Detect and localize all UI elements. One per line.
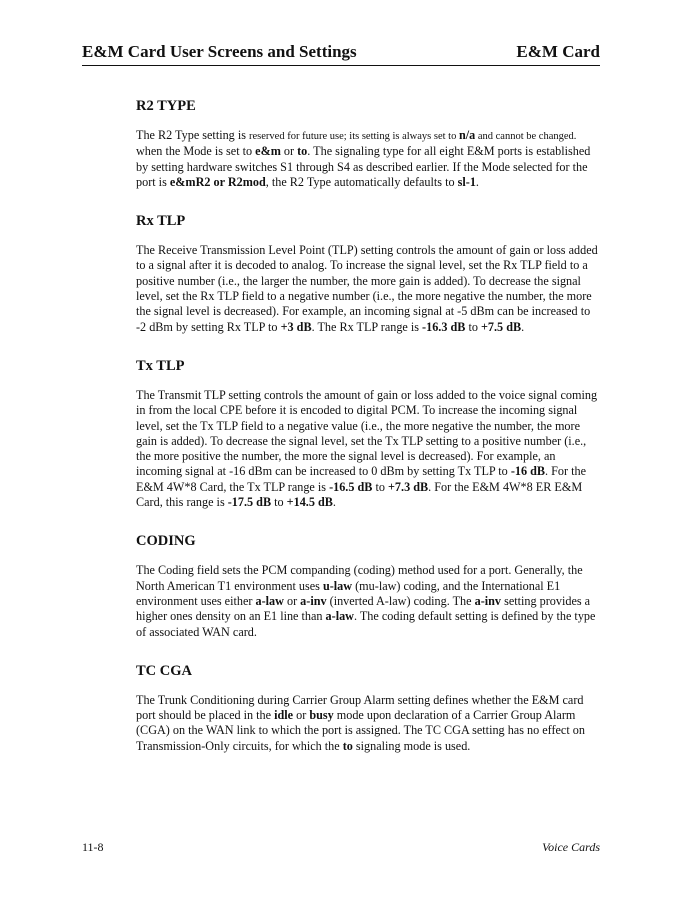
section-coding [136, 532, 599, 639]
section-tx-tlp [136, 357, 599, 510]
text: to [465, 319, 481, 334]
value: idle [274, 708, 294, 723]
value: -16 dB [510, 464, 546, 479]
section-rx-tlp [136, 212, 599, 335]
text: setting provides a higher ones density on an E1 line than [136, 593, 591, 624]
text: to [372, 479, 388, 494]
value: -16.3 dB [422, 319, 466, 334]
text: . For the E&M 4W*8 ER E&M Card, this range is [136, 479, 583, 510]
value-em: e&m [255, 144, 281, 159]
text: signaling mode is used. [352, 738, 471, 753]
text: and cannot be changed. [475, 131, 577, 142]
text: . [521, 319, 525, 334]
page-content [136, 97, 599, 776]
text: . The Rx TLP range is [311, 319, 423, 334]
value: +14.5 dB [286, 495, 333, 510]
value: to [342, 738, 353, 753]
value: a-law [255, 593, 284, 608]
section-body [136, 693, 599, 754]
text: (inverted A-law) coding. The [326, 593, 475, 608]
value: +7.5 dB [480, 319, 522, 334]
text: The Coding field sets the PCM companding (coding) method used for a port. Generally, the North American T1 environment uses [136, 563, 583, 593]
text: The Transmit TLP setting controls the amount of gain or loss added to the voice signal coming in from the local CPE before it is encoded to digital PCM. To increase the incoming signal level, set the Tx TLP field to a negative value (i.e., the more negative the number, the more gain is added). To decrease the signal level, set the Tx TLP setting to a positive number (i.e., the more positive the number, the more the signal level is decreased). For example, an incoming signal at -16 dBm can be increased to 0 dBm by setting Tx TLP to [136, 387, 598, 479]
header-title: E&M Card User Screens and Settings [82, 42, 357, 61]
value: a-inv [474, 593, 502, 608]
section-body [136, 243, 599, 335]
section-tc-cga [136, 662, 599, 754]
value: +7.3 dB [387, 479, 429, 494]
value: u-law [322, 578, 353, 593]
value: -17.5 dB [227, 495, 272, 510]
page-number: 11-8 [82, 840, 104, 854]
text: . The coding default setting is defined by the type of associated WAN card. [136, 609, 596, 639]
section-title: CODING [136, 533, 196, 550]
value: +3 dB [280, 319, 312, 334]
section-r2-type [136, 97, 599, 190]
text: . For the E&M 4W*8 Card, the Tx TLP range is [136, 464, 586, 494]
section-title: Rx TLP [136, 213, 186, 230]
value: busy [309, 708, 334, 723]
text: or [293, 708, 310, 723]
text: when the Mode is set to [136, 144, 256, 159]
text: or [283, 593, 301, 608]
value-sl1: sl-1 [457, 174, 476, 189]
text: , the R2 Type automatically defaults to [265, 174, 458, 189]
value-modes: e&mR2 or R2mod [169, 174, 266, 189]
section-body [136, 388, 599, 510]
value: -16.5 dB [329, 479, 373, 494]
value-to: to [297, 144, 308, 159]
text: reserved for future use; its setting is always set to [249, 131, 459, 142]
text: The Receive Transmission Level Point (TLP) setting controls the amount of gain or loss added to a signal after it is decoded to analog. To increase the signal level, set the Rx TLP field to a positive number (i.e., the larger the number, the more gain is added). To decrease the signal level, set the Rx TLP field to a negative number (i.e., the more negative the number, the more the signal level is decreased). For example, an incoming signal at -5 dBm can be increased to -2 dBm by setting Rx TLP to [136, 243, 598, 334]
text: . [475, 174, 479, 189]
section-title: R2 TYPE [136, 98, 196, 114]
page-footer [82, 840, 600, 855]
text: . [332, 495, 336, 510]
footer-chapter: Voice Cards [542, 840, 600, 854]
section-title: TC CGA [136, 662, 192, 679]
section-body [136, 563, 599, 639]
page-header [82, 40, 600, 66]
text: . The signaling type for all eight E&M ports is established by setting hardware switches S1 through S4 as described earlier. If the Mode selected for the port is [136, 144, 591, 189]
text: The R2 Type setting is [136, 128, 250, 142]
text: The Trunk Conditioning during Carrier Group Alarm setting defines whether the E&M card port should be placed in the [136, 692, 584, 723]
value: a-law [325, 609, 354, 624]
text: or [280, 144, 298, 159]
text: mode upon declaration of a Carrier Group Alarm (CGA) on the WAN link to which the port is assigned. The TC CGA setting has no effect on Transmission-Only circuits, for which the [136, 708, 585, 753]
header-section: E&M Card [516, 42, 600, 61]
section-body [136, 128, 599, 190]
section-title: Tx TLP [136, 357, 185, 374]
text: to [271, 495, 287, 510]
text: (mu-law) coding, and the International E1 environment uses either [136, 578, 561, 608]
value-na: n/a [458, 128, 476, 142]
value: a-inv [300, 593, 327, 608]
